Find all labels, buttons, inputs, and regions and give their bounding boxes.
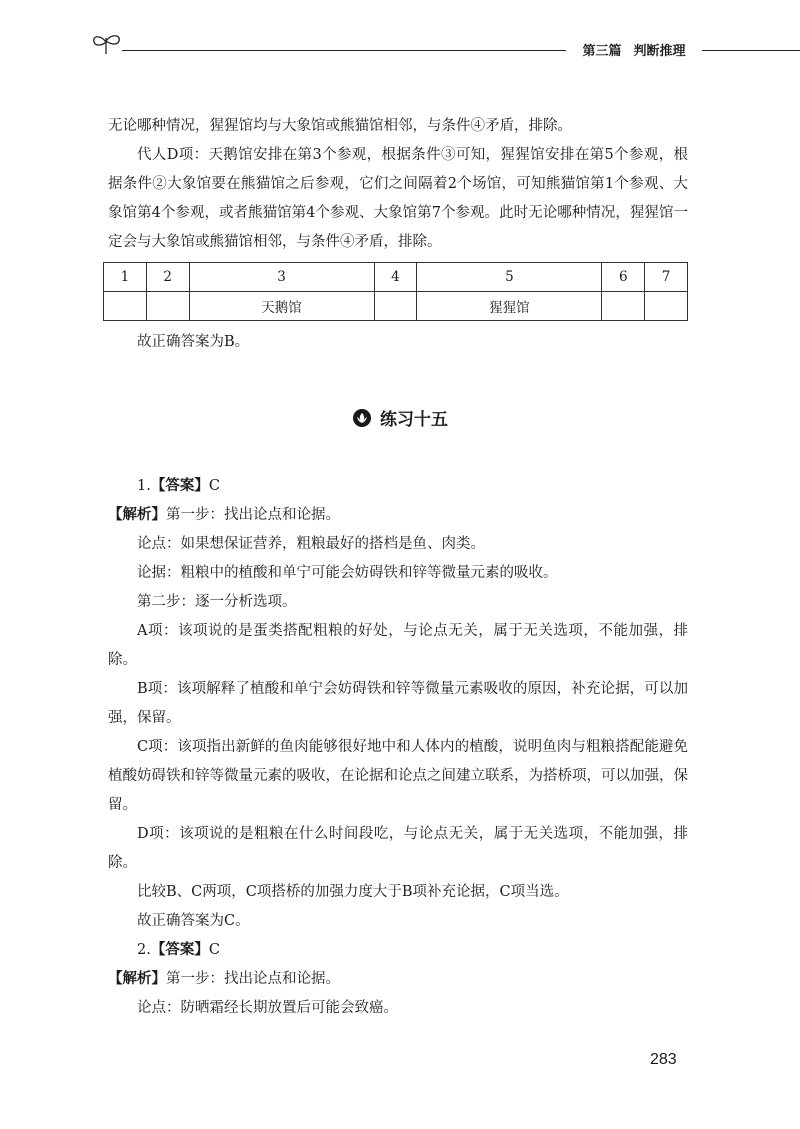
q1-line: D项：该项说的是粗粮在什么时间段吃，与论点无关，属于无关选项，不能加强，排除。	[108, 826, 688, 871]
q1-line: 论据：粗粮中的植酸和单宁可能会妨碍铁和锌等微量元素的吸收。	[137, 565, 558, 581]
table-cell: 猩猩馆	[417, 292, 602, 321]
header-section: 判断推理	[633, 44, 686, 59]
header-title	[566, 40, 702, 59]
q2-step1: 第一步：找出论点和论据。	[166, 971, 340, 987]
top-text	[108, 112, 688, 257]
table-header-cell: 5	[417, 263, 602, 292]
q1-line: 比较B、C两项，C项搭桥的加强力度大于B项补充论据，C项当选。	[137, 884, 569, 900]
section-title	[0, 405, 800, 430]
table-header-cell: 1	[104, 263, 147, 292]
q2-analysis-line	[108, 965, 688, 994]
q1-answer-line	[108, 472, 688, 501]
q1-answer: C	[208, 478, 220, 494]
table-row	[104, 292, 688, 321]
q1-number: 1.	[137, 478, 151, 494]
q2-answer: C	[208, 942, 220, 958]
table-header-cell: 2	[146, 263, 189, 292]
conclusion-text: 故正确答案为B。	[137, 334, 250, 350]
q1-line: C项：该项指出新鲜的鱼肉能够很好地中和人体内的植酸，说明鱼肉与粗粮搭配能避免植酸妨碍铁和锌等微量元素的吸收，在论据和论点之间建立联系，为搭桥项，可以加强，保留。	[108, 739, 688, 813]
table-header-cell: 6	[602, 263, 645, 292]
q1-line: B项：该项解释了植酸和单宁会妨碍铁和锌等微量元素吸收的原因，补充论据，可以加强，保留。	[108, 681, 688, 726]
table-header-cell: 4	[374, 263, 417, 292]
q1-line: A项：该项说的是蛋类搭配粗粮的好处，与论点无关，属于无关选项，不能加强，排除。	[108, 623, 688, 668]
q2-answer-label: 【答案】	[150, 942, 209, 958]
table-header-cell: 3	[189, 263, 374, 292]
table-cell	[146, 292, 189, 321]
q1-line: 故正确答案为C。	[137, 913, 250, 929]
table-cell	[374, 292, 417, 321]
q2-analysis-label: 【解析】	[108, 971, 166, 987]
paragraph-option-d: 代人D项：天鹅馆安排在第3个参观，根据条件③可知，猩猩馆安排在第5个参观，根据条件②大象馆要在熊猫馆之后参观，它们之间隔着2个场馆，可知熊猫馆第1个参观、大象馆第4个参观，或者熊猫馆第4个参观、大象馆第7个参观。此时无论哪种情况，猩猩馆一定会与大象馆或熊猫馆相邻，与条件④矛盾，排除。	[108, 147, 688, 250]
table-cell	[602, 292, 645, 321]
q2-line: 论点：防晒霜经长期放置后可能会致癌。	[137, 1000, 398, 1016]
q2-answer-line	[108, 936, 688, 965]
header-rule-left	[122, 50, 566, 51]
table-header-cell: 7	[645, 263, 688, 292]
q2-number: 2.	[137, 942, 151, 958]
conclusion-block	[108, 328, 688, 357]
table-cell: 天鹅馆	[189, 292, 374, 321]
sprout-icon	[90, 30, 124, 56]
q1-line: 第二步：逐一分析选项。	[137, 594, 297, 610]
header-rule-right	[702, 50, 800, 51]
section-title-text: 练习十五	[380, 410, 448, 430]
q1-analysis-label: 【解析】	[108, 507, 166, 523]
lotus-badge-icon	[352, 408, 372, 428]
table-cell	[104, 292, 147, 321]
table-cell	[645, 292, 688, 321]
question-1	[108, 472, 688, 1023]
running-header	[90, 30, 710, 60]
page-number: 283	[650, 1051, 677, 1068]
q1-line: 论点：如果想保证营养，粗粮最好的搭档是鱼、肉类。	[137, 536, 485, 552]
paragraph-continuation: 无论哪种情况，猩猩馆均与大象馆或熊猫馆相邻，与条件④矛盾，排除。	[108, 118, 572, 134]
arrangement-table	[103, 262, 688, 321]
header-part: 第三篇	[582, 44, 622, 59]
q1-answer-label: 【答案】	[150, 478, 209, 494]
table-header-row	[104, 263, 688, 292]
q1-analysis-line	[108, 501, 688, 530]
q1-step1: 第一步：找出论点和论据。	[166, 507, 340, 523]
